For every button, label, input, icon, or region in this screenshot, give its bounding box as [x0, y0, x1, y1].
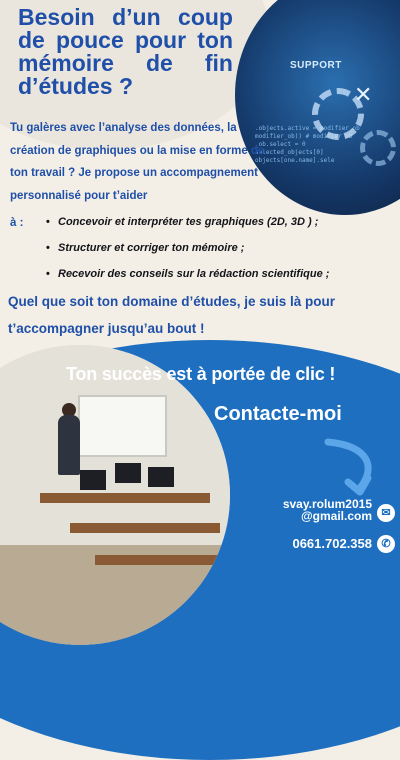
code-overlay: .objects.active = modifier_ob modifier_ob)) # modifier ob _ob.select = 0 selected_objects[0] objects[one.name].sele	[255, 125, 360, 164]
email-line-1: svay.rolum2015	[282, 497, 372, 511]
classroom-desk	[95, 555, 230, 565]
classroom-desk	[40, 493, 210, 503]
projection-board	[78, 395, 167, 457]
services-intro-label: à :	[10, 217, 24, 229]
intro-text: Tu galères avec l’analyse des données, la création de graphiques ou la mise en forme de ton travail ? Je propose un accompagnement personnalisé pour t’aider	[10, 122, 265, 202]
page-title: Besoin d’un coup de pouce pour ton mémoire de fin d’études ?	[18, 4, 233, 99]
success-slogan: Ton succès est à portée de clic !	[66, 364, 336, 384]
services-list	[46, 209, 329, 287]
email-line-2: @gmail.com	[300, 509, 372, 523]
small-gear-icon	[360, 130, 396, 166]
service-item: • Recevoir des conseils sur la rédaction scientifique ;	[46, 261, 329, 287]
computer-monitor	[148, 467, 174, 487]
computer-monitor	[80, 470, 106, 490]
phone-number[interactable]: 0661.702.358	[292, 536, 372, 551]
closing-text: Quel que soit ton domaine d’études, je suis là pour t’accompagner jusqu’au bout !	[8, 294, 336, 336]
service-item: • Concevoir et interpréter tes graphiques (2D, 3D ) ;	[46, 209, 329, 235]
email-address[interactable]	[283, 498, 372, 522]
classroom-photo	[0, 345, 230, 645]
computer-monitor	[115, 463, 141, 483]
wrench-icon: ✕	[354, 82, 373, 107]
curved-arrow-icon	[320, 438, 380, 498]
support-label: SUPPORT	[290, 60, 342, 71]
presenter	[58, 415, 80, 475]
classroom-desk	[70, 523, 220, 533]
envelope-icon: ✉	[377, 504, 395, 522]
phone-icon: ✆	[377, 535, 395, 553]
contact-heading: Contacte-moi	[214, 403, 342, 425]
service-item: • Structurer et corriger ton mémoire ;	[46, 235, 329, 261]
